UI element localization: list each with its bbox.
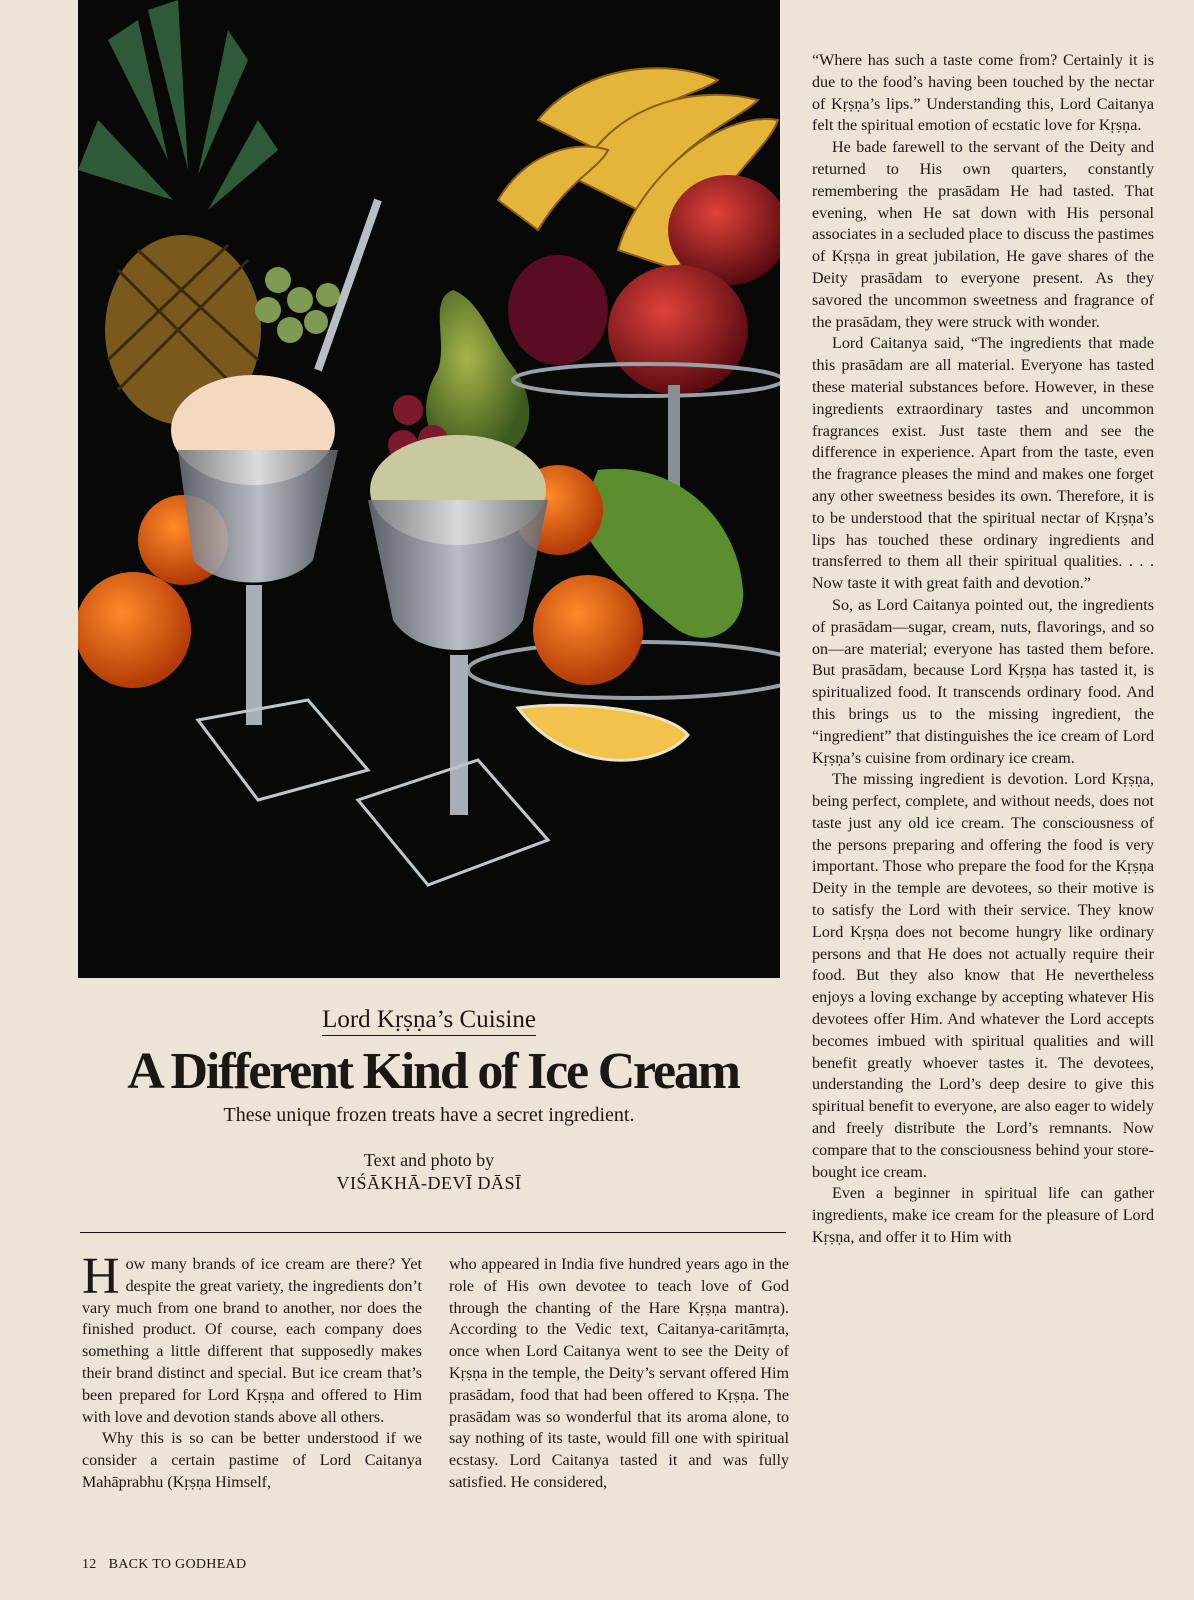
section-kicker <box>78 1006 780 1034</box>
article-subtitle: These unique frozen treats have a secret ingredient. <box>223 1104 635 1126</box>
paragraph: So, as Lord Caitanya pointed out, the ingredients of prasādam—sugar, cream, nuts, flavorings, and so on—are material; everyone has tasted them before. But prasādam, because Lord Kṛṣṇa has tasted it, is spiritualized food. It transcends ordinary food. And this brings us to the missing ingredient, the “ingredient” that distinguishes the ice cream of Lord Kṛṣṇa’s cuisine from ordinary ice cream. <box>812 596 1154 767</box>
paragraph: He bade farewell to the servant of the Deity and returned to His own quarters, constantly remembering the prasādam He had tasted. That evening, when He sat down with His personal associates in a secluded place to discuss the pastimes of Kṛṣṇa in great jubilation, He gave shares of the Deity prasādam to everyone present. As they savored the uncommon sweetness and fragrance of the prasādam, they were struck with wonder. <box>812 139 1154 331</box>
paragraph: The missing ingredient is devotion. Lord Kṛṣṇa, being perfect, complete, and without needs, does not taste just any old ice cream. The consciousness of the persons preparing and offering the food is very important. Those who prepare the food for the Kṛṣṇa Deity in the temple are devotees, so their motive is to satisfy the Lord with their service. They know Lord Kṛṣṇa does not become hungry like ordinary persons and that He does not actually require their food. But they also know that He nevertheless enjoys a loving exchange by accepting whatever His devotees offer Him. And whatever the Lord accepts becomes imbued with spiritual qualities and will benefit greatly whoever tastes it. The devotees, understanding the Lord’s deep desire to give this spiritual benefit to everyone, are also eager to widely and freely distribute the Lord’s remnants. Now compare that to the consciousness behind your store-bought ice cream. <box>812 771 1154 1181</box>
body-column-2 <box>449 1254 789 1494</box>
article-title: A Different Kind of Ice Cream <box>127 1043 739 1100</box>
right-column-text <box>812 50 1154 1249</box>
paragraph-text: ow many brands of ice cream are there? Yet despite the great variety, the ingredients don’t vary much from one brand to another, nor does the finished product. Of course, each company does something a little different that supposedly makes their brand distinct and special. But ice cream that’s been prepared for Lord Kṛṣṇa and offered to Him with love and devotion stands above all others. <box>82 1256 422 1426</box>
magazine-name: BACK TO GODHEAD <box>108 1557 247 1572</box>
body-column-1 <box>82 1248 422 1494</box>
drop-cap: H <box>82 1248 120 1305</box>
paragraph: Even a beginner in spiritual life can gather ingredients, make ice cream for the pleasure of Lord Kṛṣṇa, and offer it to Him with <box>812 1185 1154 1247</box>
page-number: 12 <box>82 1557 97 1572</box>
paragraph: who appeared in India five hundred years ago in the role of His own devotee to teach love of God through the chanting of the Hare Kṛṣṇa mantra). According to the Vedic text, Caitanya-caritāmṛta, once when Lord Caitanya went to see the Deity of Kṛṣṇa in the temple, the Deity’s servant offered Him prasādam, food that had been offered to Kṛṣṇa. The prasādam was so wonderful that its aroma alone, to say nothing of its taste, would fill one with spiritual ecstasy. Lord Caitanya tasted it and was fully satisfied. He considered, <box>449 1256 789 1491</box>
paragraph <box>82 1248 422 1428</box>
ice-cream-photo <box>78 0 780 978</box>
paragraph: Lord Caitanya said, “The ingredients that made this prasādam are all material. Everyone has tasted these material substances before. However, in these ingredients extraordinary tastes and uncommon fragrances exist. Just taste them and see the difference in experience. Apart from the taste, even the fragrance pleases the mind and makes one forget any other sweetness besides its own. Therefore, it is to be understood that the spiritual nectar of Kṛṣṇa’s lips has touched these ordinary ingredients and transferred to them all their spiritual qualities. . . . Now taste it with great faith and devotion.” <box>812 335 1154 593</box>
byline-label: Text and photo by <box>363 1150 495 1170</box>
kicker-text: Lord Kṛṣṇa’s Cuisine <box>322 1006 536 1036</box>
paragraph: Why this is so can be better understood if we consider a certain pastime of Lord Caitanya Mahāprabhu (Kṛṣṇa Himself, <box>82 1430 422 1491</box>
byline-author: VIŚĀKHĀ-DEVĪ DĀSĪ <box>336 1173 522 1193</box>
page-footer <box>82 1557 482 1573</box>
paragraph: “Where has such a taste come from? Certainly it is due to the food’s having been touched by the nectar of Kṛṣṇa’s lips.” Understanding this, Lord Caitanya felt the spiritual emotion of ecstatic love for Kṛṣṇa. <box>812 52 1154 135</box>
ice-cream-photo-icon <box>78 0 780 978</box>
divider-rule <box>80 1232 786 1233</box>
